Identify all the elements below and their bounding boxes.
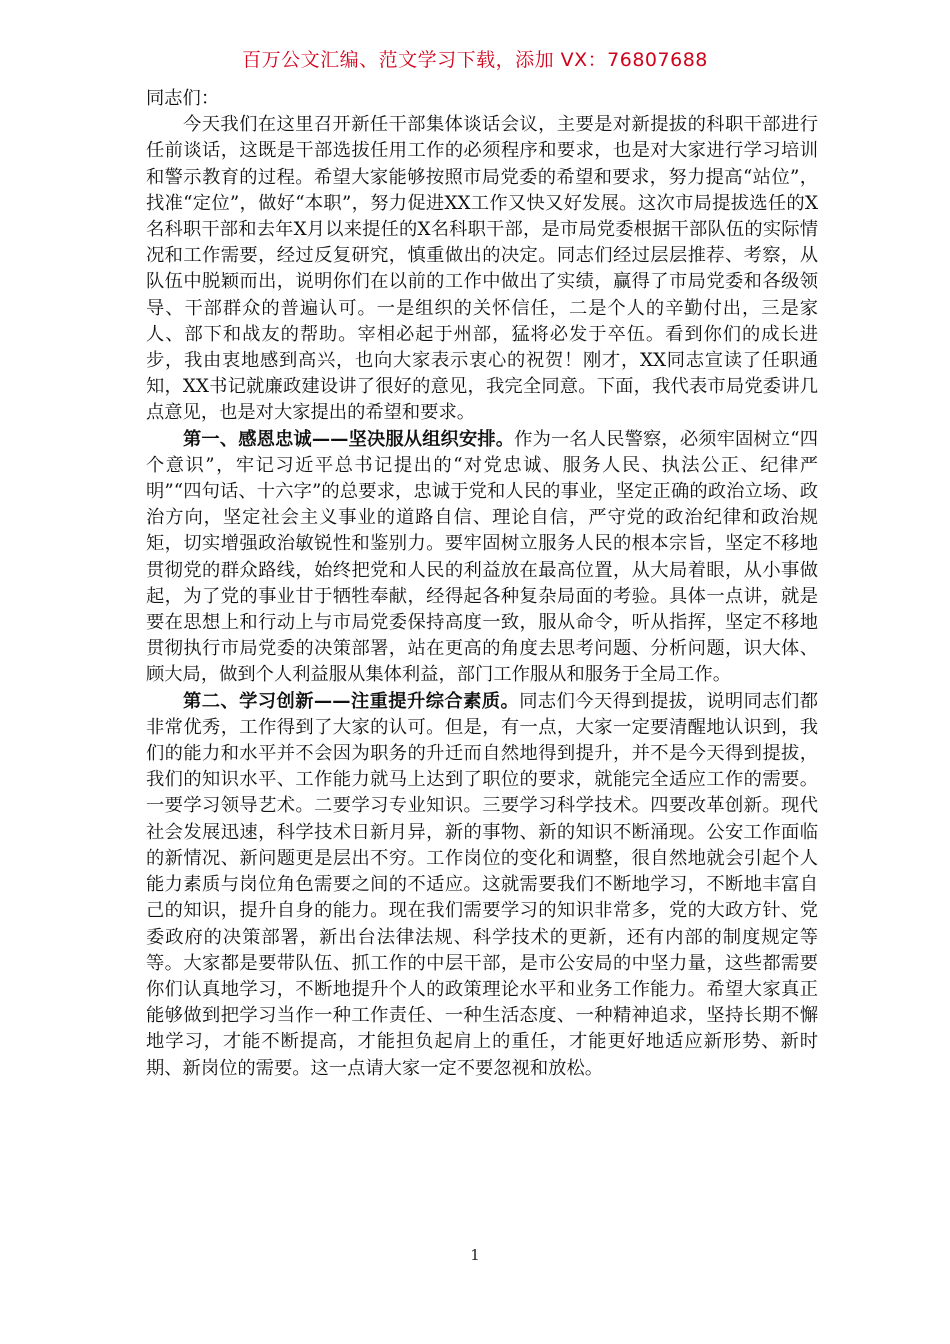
section-2-paragraph bbox=[146, 689, 818, 1082]
section-1-body: 作为一名人民警察，必须牢固树立“四个意识”，牢记习近平总书记提出的“对党忠诚、服务人民、执法公正、纪律严明”“四句话、十六字”的总要求，忠诚于党和人民的事业，坚定正确的政治立场、政治方向，坚定社会主义事业的道路自信、理论自信，严守党的政治纪律和政治规矩，切实增强政治敏锐性和鉴别力。要牢固树立服务人民的根本宗旨，坚定不移地贯彻党的群众路线，始终把党和人民的利益放在最高位置，从大局着眼，从小事做起，为了党的事业甘于牺牲奉献，经得起各种复杂局面的考验。具体一点讲，就是要在思想上和行动上与市局党委保持高度一致，服从命令，听从指挥，坚定不移地贯彻执行市局党委的决策部署，站在更高的角度去思考问题、分析问题，识大体、顾大局，做到个人利益服从集体利益，部门工作服从和服务于全局工作。 bbox=[146, 428, 818, 686]
salutation: 同志们： bbox=[146, 88, 220, 109]
section-2-heading: 第二、学习创新——注重提升综合素质。 bbox=[183, 690, 520, 712]
section-1-heading: 第一、感恩忠诚——坚决服从组织安排。 bbox=[183, 428, 515, 450]
intro-paragraph: 今天我们在这里召开新任干部集体谈话会议，主要是对新提拔的科职干部进行任前谈话，这既是干部选拔任用工作的必须程序和要求，也是对大家进行学习培训和警示教育的过程。希望大家能够按照市局党委的希望和要求，努力提高“站位”，找准“定位”，做好“本职”，努力促进XX工作又快又好发展。这次市局提拔选任的X名科职干部和去年X月以来提任的X名科职干部，是市局党委根据干部队伍的实际情况和工作需要，经过反复研究，慎重做出的决定。同志们经过层层推荐、考察，从队伍中脱颖而出，说明你们在以前的工作中做出了实绩，赢得了市局党委和各级领导、干部群众的普遍认可。一是组织的关怀信任，二是个人的辛勤付出，三是家人、部下和战友的帮助。宰相必起于州部，猛将必发于卒伍。看到你们的成长进步，我由衷地感到高兴，也向大家表示衷心的祝贺！刚才，XX同志宣读了任职通知，XX书记就廉政建设讲了很好的意见，我完全同意。下面，我代表市局党委讲几点意见，也是对大家提出的希望和要求。 bbox=[146, 114, 818, 424]
download-banner: 百万公文汇编、范文学习下载，添加 VX：76807688 bbox=[242, 49, 708, 71]
section-2-body: 同志们今天得到提拔，说明同志们都非常优秀，工作得到了大家的认可。但是，有一点，大家一定要清醒地认识到，我们的能力和水平并不会因为职务的升迁而自然地得到提升，并不是今天得到提拔，我们的知识水平、工作能力就马上达到了职位的要求，就能完全适应工作的需要。一要学习领导艺术。二要学习专业知识。三要学习科学技术。四要改革创新。现代社会发展迅速，科学技术日新月异，新的事物、新的知识不断涌现。公安工作面临的新情况、新问题更是层出不穷。工作岗位的变化和调整，很自然地就会引起个人能力素质与岗位角色需要之间的不适应。这就需要我们不断地学习，不断地丰富自己的知识，提升自身的能力。现在我们需要学习的知识非常多，党的大政方针、党委政府的决策部署，新出台法律法规、科学技术的更新，还有内部的制度规定等等。大家都是要带队伍、抓工作的中层干部，是市公安局的中坚力量，这些都需要你们认真地学习，不断地提升个人的政策理论水平和业务工作能力。希望大家真正能够做到把学习当作一种工作责任、一种生活态度、一种精神追求，坚持长期不懈地学习，才能不断提高，才能担负起肩上的重任，才能更好地适应新形势、新时期、新岗位的需要。这一点请大家一定不要忽视和放松。 bbox=[146, 690, 819, 1079]
section-1-paragraph bbox=[146, 427, 818, 689]
page-number: 1 bbox=[470, 1246, 480, 1264]
document-body bbox=[146, 86, 818, 1082]
